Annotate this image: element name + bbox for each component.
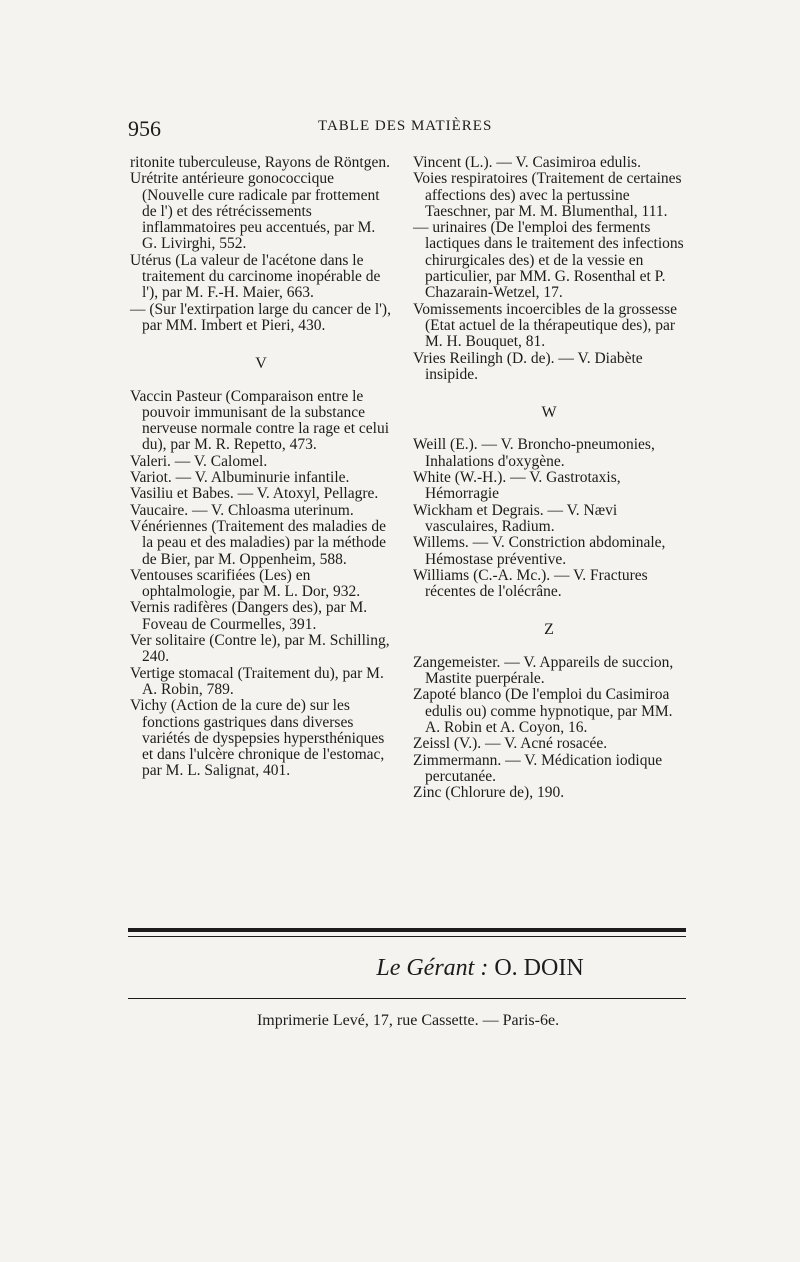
section-letter: V [255, 355, 267, 373]
footer-rule-mid [128, 936, 686, 937]
index-entry: Ventouses scarifiées (Les) en ophtalmologie, par M. L. Dor, 932. [130, 566, 361, 601]
section-letter: W [541, 404, 557, 422]
index-entry: Wickham et Degrais. — V. Nævi vasculaires, Radium. [413, 501, 618, 535]
index-entry: — urinaires (De l'emploi des ferments lactiques dans le traitement des infections chirurgicales des) et de la vessie en particulier, par MM. G. Rosenthal et P. Chazarain-Wetzel, 17. [413, 219, 684, 302]
footer-rule-bottom [128, 998, 686, 999]
index-entry: Vichy (Action de la cure de) sur les fonctions gastriques dans diverses variétés de dyspepsies hypersthéniques et dans l'ulcère chronique de l'estomac, par M. L. Salignat, 401. [130, 697, 385, 780]
index-entry: ritonite tuberculeuse, Rayons de Röntgen. [130, 154, 390, 171]
index-entry: Vincent (L.). — V. Casimiroa edulis. [413, 154, 641, 171]
index-entry: Variot. — V. Albuminurie infantile. [130, 469, 350, 487]
index-entry: Zapoté blanco (De l'emploi du Casimiroa edulis ou) comme hypnotique, par MM. A. Robin et A. Coyon, 16. [413, 686, 673, 736]
index-entry: Vernis radifères (Dangers des), par M. Foveau de Courmelles, 391. [130, 599, 368, 633]
section-letter: Z [544, 621, 554, 639]
index-entry: Zeissl (V.). — V. Acné rosacée. [413, 735, 608, 753]
imprint-line: Imprimerie Levé, 17, rue Cassette. — Paris-6e. [256, 1012, 560, 1029]
index-entry: Zangemeister. — V. Appareils de succion, Mastite puerpérale. [413, 653, 674, 688]
page-number: 956 [128, 116, 161, 141]
footer-rule-top [128, 928, 686, 932]
index-entry: Ver solitaire (Contre le), par M. Schilling, 240. [130, 632, 390, 666]
index-entry: Voies respiratoires (Traitement de certaines affections des) avec la pertussine Taeschner, par M. M. Blumenthal, 111. [413, 170, 682, 220]
index-entry: Vries Reilingh (D. de). — V. Diabète insipide. [413, 349, 643, 383]
index-entry: Vasiliu et Babes. — V. Atoxyl, Pellagre. [130, 485, 379, 503]
index-entry: Vénériennes (Traitement des maladies de la peau et des maladies) par la méthode de Bier, par M. Oppenheim, 588. [130, 517, 387, 568]
index-entry: Zimmermann. — V. Médication iodique percutanée. [413, 751, 663, 785]
gerant-label: Le Gérant : [376, 955, 489, 981]
index-entry: Vaccin Pasteur (Comparaison entre le pouvoir immunisant de la substance nerveuse normale contre la rage et celui du), par M. R. Repetto, 473. [130, 387, 390, 454]
index-entry: Vertige stomacal (Traitement du), par M. A. Robin, 789. [130, 664, 384, 698]
gerant-name: O. DOIN [494, 955, 584, 981]
index-entry: Weill (E.). — V. Broncho-pneumonies, Inhalations d'oxygène. [413, 436, 655, 470]
index-entry: — (Sur l'extirpation large du cancer de l'), par MM. Imbert et Pieri, 430. [130, 300, 391, 334]
index-entry: Williams (C.-A. Mc.). — V. Fractures récentes de l'olécrâne. [413, 566, 648, 601]
index-entry: Valeri. — V. Calomel. [130, 452, 268, 470]
index-entry: Urétrite antérieure gonococcique (Nouvelle cure radicale par frottement de l') et des rétrécissements inflammatoires peu accentués, par M. G. Livirghi, 552. [130, 170, 380, 253]
index-entry: Vomissements incoercibles de la grossesse (Etat actuel de la thérapeutique des), par M. H. Bouquet, 81. [413, 300, 678, 351]
index-entry: Willems. — V. Constriction abdominale, Hémostase préventive. [413, 534, 666, 568]
running-title: TABLE DES MATIÈRES [318, 118, 493, 134]
index-entry: Zinc (Chlorure de), 190. [413, 784, 565, 802]
index-entry: Vaucaire. — V. Chloasma uterinum. [130, 501, 354, 519]
index-entry: Utérus (La valeur de l'acétone dans le traitement du carcinome inopérable de l'), par M. F.-H. Maier, 663. [130, 251, 381, 302]
right-column [413, 155, 685, 801]
index-entry: White (W.-H.). — V. Gastrotaxis, Hémorragie [413, 469, 621, 503]
left-column [130, 155, 392, 780]
gerant-line [200, 955, 760, 982]
